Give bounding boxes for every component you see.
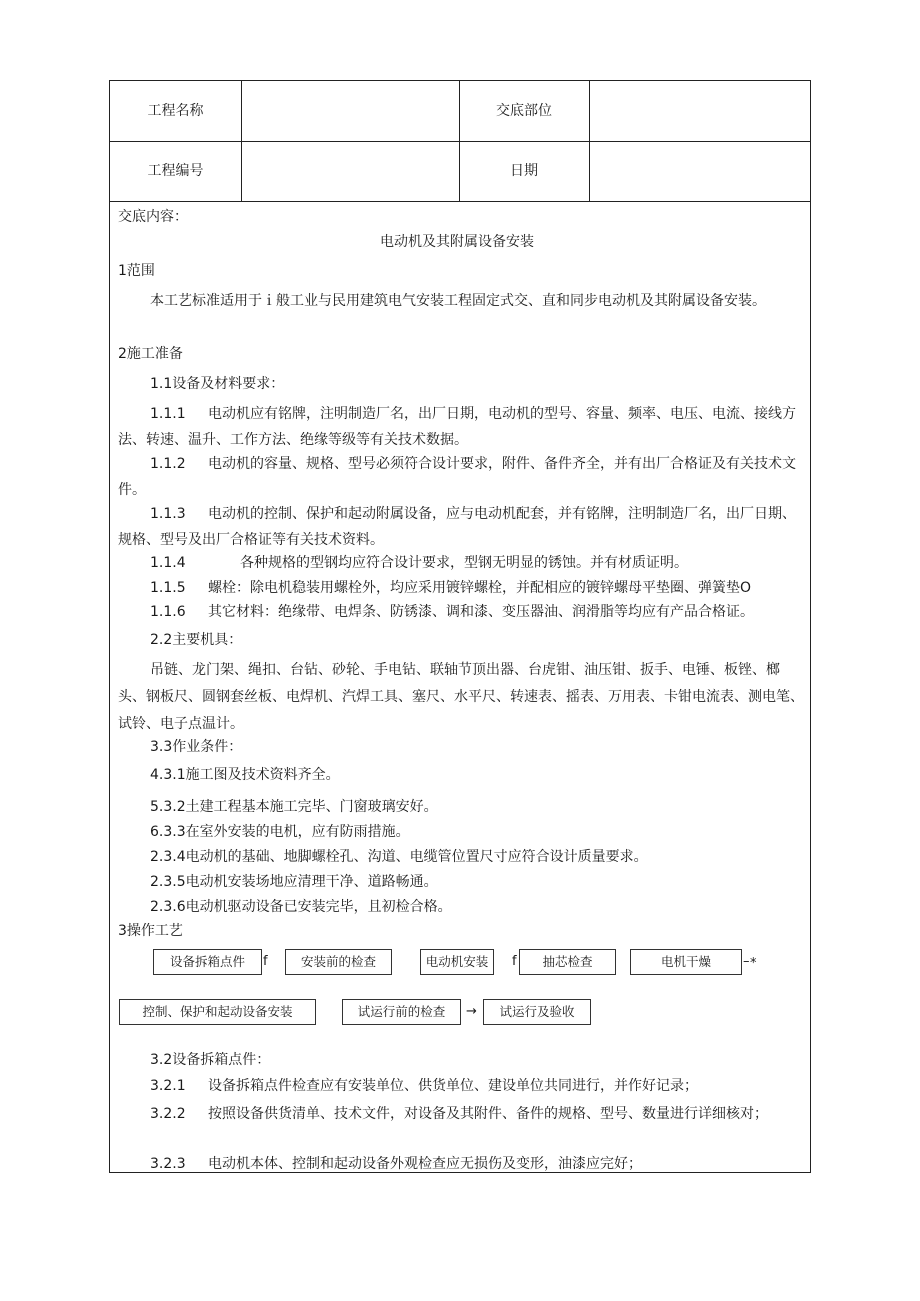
document-title: 电动机及其附属设备安装 bbox=[380, 234, 534, 250]
project-no-label: 工程编号 bbox=[147, 163, 204, 179]
flow-step-trial-run: 试运行及验收 bbox=[483, 999, 591, 1025]
section-3-2-title: 3.2设备拆箱点件： bbox=[150, 1052, 271, 1068]
item-1-1-6: 其它材料：绝缘带、电焊条、防锈漆、调和漆、变压器油、润滑脂等均应有产品合格证。 bbox=[208, 604, 754, 620]
flow-step-motor-install: 电动机安装 bbox=[420, 949, 494, 975]
item-number: 1.1.2 bbox=[150, 456, 186, 472]
flow-connector: f bbox=[263, 954, 268, 969]
flow-step-core-check: 抽芯检查 bbox=[519, 949, 616, 975]
section-3-title: 3操作工艺 bbox=[118, 923, 183, 939]
condition-item: 6.3.3在室外安装的电机，应有防雨措施。 bbox=[150, 824, 410, 840]
item-1-1-2: 电动机的容量、规格、型号必须符合设计要求，附件、备件齐全，并有出厂合格证及有关技术文件。 bbox=[118, 456, 796, 498]
item-1-1-1: 电动机应有铭牌，注明制造厂名，出厂日期，电动机的型号、容量、频率、电压、电流、接线方法、转速、温升、工作方法、绝缘等级等有关技术数据。 bbox=[118, 406, 796, 448]
section-2-1-title: 1.1设备及材料要求： bbox=[150, 376, 285, 392]
condition-item: 4.3.1施工图及技术资料齐全。 bbox=[150, 767, 340, 783]
flow-connector: f bbox=[512, 954, 517, 969]
item-3-2-3: 电动机本体、控制和起动设备外观检查应无损伤及变形，油漆应完好； bbox=[208, 1156, 642, 1172]
item-1-1-5: 螺栓：除电机稳装用螺栓外，均应采用镀锌螺栓，并配相应的镀锌螺母平垫圈、弹簧垫O bbox=[208, 580, 752, 596]
item-number: 1.1.3 bbox=[150, 506, 186, 522]
item-number: 1.1.5 bbox=[150, 580, 186, 596]
flow-step-control-install: 控制、保护和起动设备安装 bbox=[119, 999, 316, 1025]
item-3-2-2: 按照设备供货清单、技术文件，对设备及其附件、备件的规格、型号、数量进行详细核对； bbox=[208, 1106, 768, 1122]
section-2-title: 2施工准备 bbox=[118, 346, 183, 362]
project-name-label: 工程名称 bbox=[147, 103, 204, 119]
row-divider bbox=[110, 201, 810, 202]
col-divider bbox=[241, 81, 242, 201]
flow-connector: * bbox=[750, 956, 757, 971]
flow-step-pre-run-check: 试运行前的检查 bbox=[342, 999, 461, 1025]
row-divider bbox=[110, 141, 810, 142]
condition-item: 2.3.6电动机驱动设备已安装完毕，且初检合格。 bbox=[150, 899, 452, 915]
flow-connector: → bbox=[466, 1004, 477, 1019]
item-number: 1.1.6 bbox=[150, 604, 186, 620]
section-1-body: 本工艺标准适用于ｉ般工业与民用建筑电气安装工程固定式交、直和同步电动机及其附属设备安装。 bbox=[150, 293, 766, 309]
item-number: 3.2.3 bbox=[150, 1156, 186, 1172]
location-label: 交底部位 bbox=[496, 103, 552, 119]
content-label: 交底内容： bbox=[118, 209, 188, 225]
flow-step-pre-install-check: 安装前的检查 bbox=[285, 949, 392, 975]
disclosure-form bbox=[109, 80, 811, 1173]
item-3-2-1: 设备拆箱点件检查应有安装单位、供货单位、建设单位共同进行，并作好记录； bbox=[208, 1078, 698, 1094]
flow-step-motor-drying: 电机干燥 bbox=[630, 949, 742, 975]
item-1-1-3: 电动机的控制、保护和起动附属设备，应与电动机配套，并有铭牌，注明制造厂名，出厂日期、规格、型号及出厂合格证等有关技术资料。 bbox=[118, 506, 796, 548]
item-1-1-4: 各种规格的型钢均应符合设计要求，型钢无明显的锈蚀。并有材质证明。 bbox=[240, 555, 688, 571]
item-number: 1.1.4 bbox=[150, 555, 186, 571]
section-2-2-title: 2.2主要机具： bbox=[150, 632, 243, 648]
flow-step-unpacking: 设备拆箱点件 bbox=[153, 949, 262, 975]
tools-list: 吊链、龙门架、绳扣、台钻、砂轮、手电钻、联轴节顶出器、台虎钳、油压钳、扳手、电锤、板锉、榔头、钢板尺、圆钢套丝板、电焊机、汽焊工具、塞尺、水平尺、转速表、摇表、万用表、卡钳电流表、测电笔、试铃、电子点温计。 bbox=[118, 662, 804, 732]
date-label: 日期 bbox=[510, 163, 538, 179]
item-number: 3.2.2 bbox=[150, 1106, 186, 1122]
condition-item: 5.3.2土建工程基本施工完毕、门窗玻璃安好。 bbox=[150, 799, 438, 815]
item-number: 1.1.1 bbox=[150, 406, 186, 422]
section-3-3-title: 3.3作业条件： bbox=[150, 739, 243, 755]
col-divider bbox=[459, 81, 460, 201]
condition-item: 2.3.5电动机安装场地应清理干净、道路畅通。 bbox=[150, 874, 438, 890]
flow-connector: – bbox=[743, 954, 750, 969]
col-divider bbox=[589, 81, 590, 201]
condition-item: 2.3.4电动机的基础、地脚螺栓孔、沟道、电缆管位置尺寸应符合设计质量要求。 bbox=[150, 849, 648, 865]
item-number: 3.2.1 bbox=[150, 1078, 186, 1094]
section-1-title: 1范围 bbox=[118, 263, 155, 279]
